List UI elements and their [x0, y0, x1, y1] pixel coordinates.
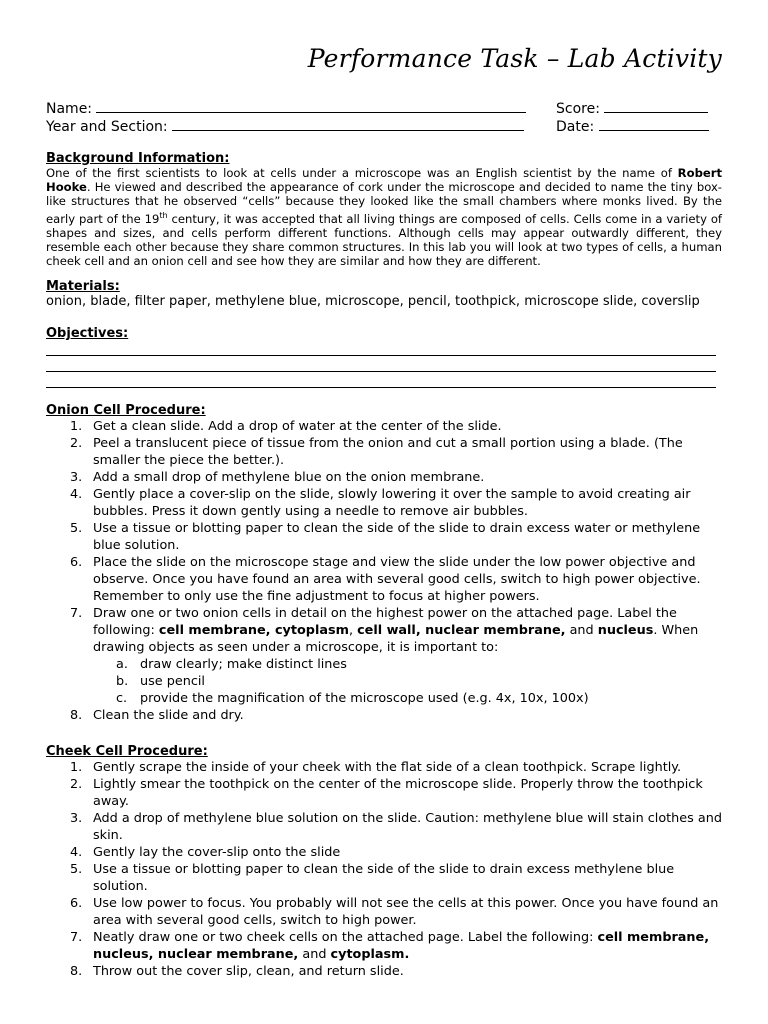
list-item: 8. Clean the slide and dry.: [70, 708, 244, 723]
onion-procedure-heading: Onion Cell Procedure:: [46, 403, 206, 418]
list-item: 4. Gently place a cover-slip on the slide, slowly lowering it over the sample to avoid creating air bubbles. Press it down gently using a needle to remove air bubbles.: [70, 487, 691, 519]
cheek-procedure-section: [46, 744, 722, 980]
list-item: 3. Add a drop of methylene blue solution on the slide. Caution: methylene blue will stain clothes and skin.: [70, 811, 722, 843]
score-label: Score:: [556, 101, 600, 117]
objective-line-1[interactable]: [46, 340, 716, 356]
year-section-label: Year and Section:: [46, 119, 168, 135]
objective-line-3[interactable]: [46, 372, 716, 388]
list-item: 2. Peel a translucent piece of tissue from the onion and cut a small portion using a blade. (The smaller the piece the better.).: [70, 436, 683, 468]
date-label: Date:: [556, 119, 595, 135]
objectives-section: [46, 326, 722, 388]
objectives-heading: Objectives:: [46, 326, 129, 341]
score-field[interactable]: [604, 99, 708, 113]
materials-text: onion, blade, filter paper, methylene blue, microscope, pencil, toothpick, microscope slide, coverslip: [46, 294, 700, 309]
materials-section: [46, 279, 722, 310]
date-field[interactable]: [599, 117, 709, 131]
list-item: 1. Get a clean slide. Add a drop of water at the center of the slide.: [70, 419, 502, 434]
list-item: 7. Neatly draw one or two cheek cells on the attached page. Label the following: cell membrane, nucleus, nuclear membrane, and cytoplasm.: [70, 930, 710, 962]
list-item: 7. Draw one or two onion cells in detail on the highest power on the attached page. Label the following: cell membrane, cytoplasm, cell wall, nuclear membrane, and nucleus. When drawing objects as seen under a microscope, it is important to: a. draw clearly; make distinct lines b. use pencil c. provide the magnification of the microscope used (e.g. 4x, 10x, 100x): [46, 605, 722, 707]
objective-line-2[interactable]: [46, 356, 716, 372]
list-item: c. provide the magnification of the microscope used (e.g. 4x, 10x, 100x): [116, 691, 589, 706]
list-item: a. draw clearly; make distinct lines: [116, 657, 347, 672]
list-item: 6. Place the slide on the microscope stage and view the slide under the low power objective and observe. Once you have found an area with several good cells, switch to high power objective. Remember to only use the fine adjustment to focus at higher powers.: [70, 555, 701, 604]
year-section-field[interactable]: [172, 117, 524, 131]
onion-drawing-tips: [93, 656, 722, 707]
list-item: 6. Use low power to focus. You probably will not see the cells at this power. Once you have found an area with several good cells, switch to high power.: [70, 896, 719, 928]
materials-heading: Materials:: [46, 279, 120, 294]
page-title: Performance Task – Lab Activity: [307, 44, 722, 73]
onion-procedure-section: [46, 403, 722, 724]
cheek-procedure-heading: Cheek Cell Procedure:: [46, 744, 208, 759]
list-item: 4. Gently lay the cover-slip onto the slide: [70, 845, 341, 860]
hooke-name: Robert Hooke: [46, 166, 722, 195]
list-item: 2. Lightly smear the toothpick on the center of the microscope slide. Properly throw the toothpick away.: [70, 777, 703, 809]
list-item: b. use pencil: [116, 674, 205, 689]
list-item: 5. Use a tissue or blotting paper to clean the side of the slide to drain excess methylene blue solution.: [70, 862, 675, 894]
name-field[interactable]: [96, 99, 526, 113]
background-section: [46, 151, 722, 268]
background-text: One of the first scientists to look at cells under a microscope was an English scientist by the name of Robert Hooke. He viewed and described the appearance of cork under the microscope and decided to name the tiny box-like structures that he observed “cells” because they looked like the small chambers where monks lived. By the early part of the 19th century, it was accepted that all living things are composed of cells. Cells come in a variety of shapes and sizes, and cells perform different functions. Although cells may appear outwardly different, they resemble each other because they share common structures. In this lab you will look at two types of cells, a human cheek cell and an onion cell and see how they are similar and how they are different.: [46, 166, 722, 269]
name-row: [46, 99, 722, 117]
background-heading: Background Information:: [46, 151, 230, 166]
onion-steps: [46, 418, 722, 724]
list-item: 5. Use a tissue or blotting paper to clean the side of the slide to drain excess water or methylene blue solution.: [70, 521, 701, 553]
list-item: 3. Add a small drop of methylene blue on the onion membrane.: [70, 470, 485, 485]
list-item: 8. Throw out the cover slip, clean, and return slide.: [70, 964, 404, 979]
name-label: Name:: [46, 101, 93, 117]
cheek-steps: [46, 759, 722, 980]
year-row: [46, 117, 722, 135]
list-item: 1. Gently scrape the inside of your cheek with the flat side of a clean toothpick. Scrape lightly.: [70, 760, 682, 775]
